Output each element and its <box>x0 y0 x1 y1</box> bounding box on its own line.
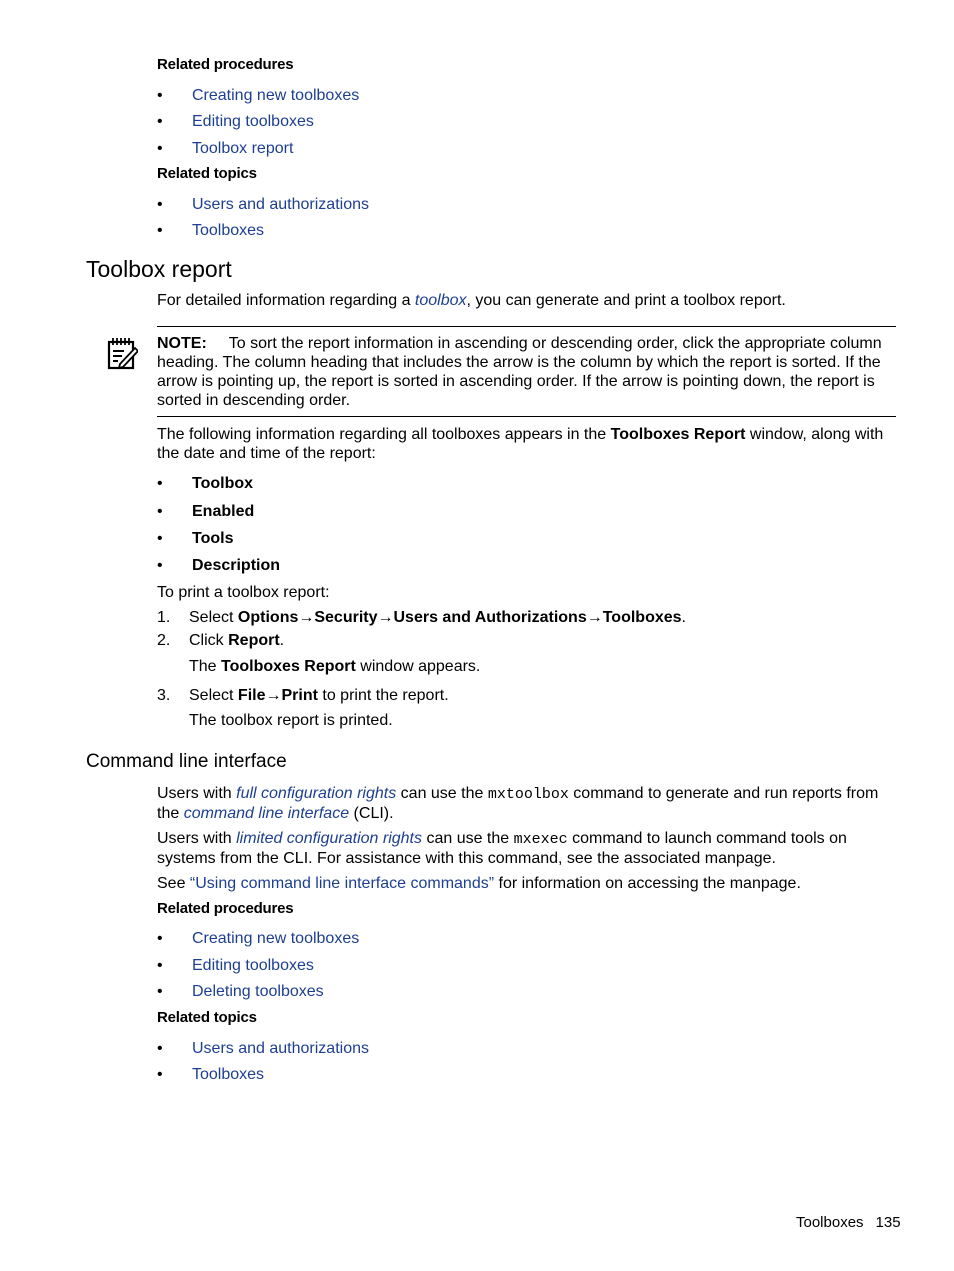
menu-arrow: → <box>377 609 394 626</box>
info-bold: Toolboxes Report <box>610 426 746 443</box>
cli-text: can use the <box>396 785 488 802</box>
link-toolboxes[interactable]: Toolboxes <box>192 222 265 239</box>
menu-arrow: → <box>298 609 315 626</box>
step-text <box>189 686 449 706</box>
step-2-result <box>189 657 480 677</box>
column-description: Description <box>192 557 281 574</box>
step-number: 3. <box>157 687 171 704</box>
bullet: • <box>157 957 163 974</box>
note-box <box>157 334 899 410</box>
menu-options: Options <box>237 609 299 626</box>
bullet: • <box>157 140 163 157</box>
bullet: • <box>157 87 163 104</box>
menu-security: Security <box>314 609 378 626</box>
page-number: 135 <box>875 1214 901 1231</box>
link-using-cli-commands[interactable]: “Using command line interface commands” <box>189 875 495 892</box>
link-deleting-toolboxes[interactable]: Deleting toolboxes <box>192 983 324 1000</box>
subsection-title: Command line interface <box>86 751 287 772</box>
related-procedures-heading: Related procedures <box>157 56 294 73</box>
note-text: To sort the report information in ascending or descending order, click the appropriate column heading. The column heading that includes the arrow is the column by which the report is sorted. If the arrow is pointing up, the report is sorted in ascending order. If the arrow is pointing down, the report is sorted in descending order. <box>157 335 882 409</box>
menu-toolboxes: Toolboxes <box>602 609 682 626</box>
footer-section: Toolboxes <box>796 1214 864 1231</box>
bullet: • <box>157 113 163 130</box>
link-creating-new-toolboxes[interactable]: Creating new toolboxes <box>192 87 360 104</box>
step-3-result: The toolbox report is printed. <box>189 712 393 729</box>
section-title: Toolbox report <box>86 256 232 282</box>
bullet: • <box>157 1066 163 1083</box>
cli-paragraph-1 <box>157 784 899 823</box>
menu-print: Print <box>281 687 318 704</box>
print-intro: To print a toolbox report: <box>157 584 330 601</box>
cli-text: (CLI). <box>349 805 394 822</box>
column-toolbox: Toolbox <box>192 475 254 492</box>
result-text: The <box>189 658 222 675</box>
cli-text: can use the <box>422 830 514 847</box>
menu-arrow: → <box>586 609 603 626</box>
report-button-label: Report <box>228 632 280 649</box>
link-full-configuration-rights[interactable]: full configuration rights <box>236 785 397 802</box>
bullet: • <box>157 196 163 213</box>
step-number: 2. <box>157 632 171 649</box>
cli-paragraph-3 <box>157 874 899 893</box>
note-label: NOTE: <box>157 335 207 352</box>
intro-paragraph <box>157 291 899 310</box>
link-editing-toolboxes[interactable]: Editing toolboxes <box>192 113 314 130</box>
info-text-end: window, along with the date and time of the report: <box>157 426 884 462</box>
note-pencil-icon <box>106 336 138 370</box>
link-limited-configuration-rights[interactable]: limited configuration rights <box>236 830 422 847</box>
intro-text: For detailed information regarding a <box>157 292 415 309</box>
related-topics-heading: Related topics <box>157 165 257 182</box>
bullet: • <box>157 503 163 520</box>
note-bottom-rule <box>157 416 896 417</box>
cli-text: Users with <box>157 785 237 802</box>
step-verb: Click <box>189 632 229 649</box>
column-tools: Tools <box>192 530 234 547</box>
result-bold: Toolboxes Report <box>221 658 356 675</box>
info-paragraph <box>157 425 899 463</box>
step-text <box>189 608 686 628</box>
cli-text: See <box>157 875 190 892</box>
link-users-and-authorizations[interactable]: Users and authorizations <box>192 196 369 213</box>
info-text: The following information regarding all toolboxes appears in the <box>157 426 611 443</box>
cli-text: command to generate and run reports from the <box>157 785 879 822</box>
cli-text: for information on accessing the manpage. <box>494 875 801 892</box>
column-enabled: Enabled <box>192 503 255 520</box>
step-end: . <box>279 632 285 649</box>
cli-paragraph-2 <box>157 829 899 868</box>
step-end: . <box>681 609 686 626</box>
note-top-rule <box>157 326 896 327</box>
menu-file: File <box>237 687 266 704</box>
link-users-and-authorizations[interactable]: Users and authorizations <box>192 1040 369 1057</box>
intro-text-end: , you can generate and print a toolbox report. <box>466 292 786 309</box>
related-procedures-heading: Related procedures <box>157 900 294 917</box>
bullet: • <box>157 222 163 239</box>
page-footer <box>796 1214 901 1231</box>
step-end: to print the report. <box>317 687 449 704</box>
link-toolbox-report[interactable]: Toolbox report <box>192 140 294 157</box>
menu-arrow: → <box>265 687 282 704</box>
related-topics-heading: Related topics <box>157 1009 257 1026</box>
menu-users-authorizations: Users and Authorizations <box>393 609 587 626</box>
step-number: 1. <box>157 609 171 626</box>
bullet: • <box>157 983 163 1000</box>
cli-text: Users with <box>157 830 237 847</box>
bullet: • <box>157 930 163 947</box>
link-toolbox-glossary[interactable]: toolbox <box>414 292 467 309</box>
link-command-line-interface[interactable]: command line interface <box>183 805 350 822</box>
result-text-end: window appears. <box>355 658 481 675</box>
step-verb: Select <box>189 609 238 626</box>
command-mxtoolbox: mxtoolbox <box>487 786 569 803</box>
bullet: • <box>157 557 163 574</box>
step-text <box>189 631 284 651</box>
link-editing-toolboxes[interactable]: Editing toolboxes <box>192 957 314 974</box>
link-creating-new-toolboxes[interactable]: Creating new toolboxes <box>192 930 360 947</box>
cli-text: command to launch command tools on systems from the CLI. For assistance with this command, see the associated manpage. <box>157 830 847 867</box>
bullet: • <box>157 475 163 492</box>
link-toolboxes[interactable]: Toolboxes <box>192 1066 265 1083</box>
command-mxexec: mxexec <box>513 831 568 848</box>
step-verb: Select <box>189 687 238 704</box>
bullet: • <box>157 530 163 547</box>
bullet: • <box>157 1040 163 1057</box>
